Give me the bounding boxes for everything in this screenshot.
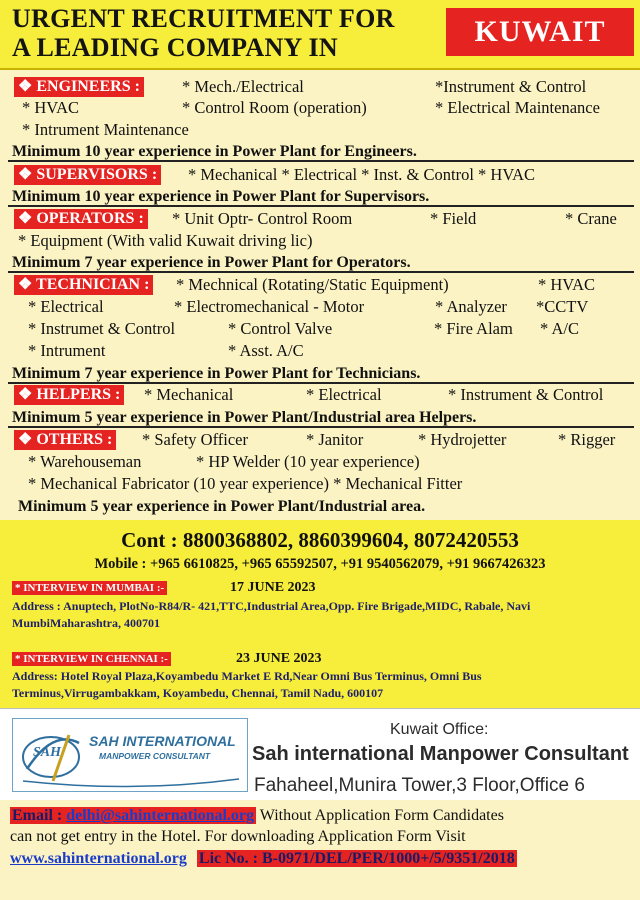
engineers-item: * Control Room (operation) — [182, 98, 367, 117]
others-item: * Safety Officer — [142, 430, 248, 449]
logo-subtitle: MANPOWER CONSULTANT — [99, 751, 211, 761]
technician-item: * Analyzer — [435, 297, 507, 316]
helpers-item: * Electrical — [306, 385, 382, 404]
office-address: Fahaheel,Munira Tower,3 Floor,Office 6 — [254, 775, 585, 796]
technician-item: * Electromechanical - Motor — [174, 297, 365, 316]
supervisors-requirement: Minimum 10 year experience in Power Plant for Supervisors. — [12, 188, 430, 205]
supervisors-items: * Mechanical * Electrical * Inst. & Control * HVAC — [188, 165, 536, 184]
operators-item: * Crane — [565, 209, 617, 228]
technician-item: * Instrumet & Control — [28, 319, 176, 338]
operators-item: * Unit Optr- Control Room — [172, 209, 353, 228]
others-item: * Rigger — [558, 430, 616, 449]
country-badge: KUWAIT — [446, 8, 634, 56]
interview-chennai-date: 23 JUNE 2023 — [236, 651, 322, 666]
office-company: Sah international Manpower Consultant — [252, 743, 629, 765]
headline — [12, 4, 395, 62]
technician-label: ❖ TECHNICIAN : — [14, 275, 153, 295]
divider — [8, 205, 634, 207]
headline-line1: URGENT RECRUITMENT FOR — [12, 4, 395, 33]
interview-mumbai-badge: * INTERVIEW IN MUMBAI :- — [12, 581, 167, 595]
interview-mumbai-date: 17 JUNE 2023 — [230, 580, 316, 595]
helpers-item: * Mechanical — [144, 385, 234, 404]
helpers-item: * Instrument & Control — [448, 385, 604, 404]
website-link[interactable]: www.sahinternational.org — [10, 850, 187, 867]
footer-note-1: Without Application Form Candidates — [259, 807, 504, 824]
operators-label: ❖ OPERATORS : — [14, 209, 148, 229]
helpers-requirement: Minimum 5 year experience in Power Plant/Industrial area Helpers. — [12, 409, 477, 426]
footer-note-2: can not get entry in the Hotel. For downloading Application Form Visit — [10, 828, 466, 845]
logo-name: SAH INTERNATIONAL — [89, 733, 236, 749]
interview-chennai-badge: * INTERVIEW IN CHENNAI :- — [12, 652, 171, 666]
others-item: * Hydrojetter — [418, 430, 507, 449]
contact-numbers: Cont : 8800368802, 8860399604, 8072420553 — [121, 528, 519, 552]
engineers-item: * Electrical Maintenance — [435, 98, 600, 117]
others-item: * Mechanical Fabricator (10 year experience) * Mechanical Fitter — [28, 474, 463, 493]
license-number: Lic No. : B-0971/DEL/PER/1000+/5/9351/2018 — [198, 850, 515, 867]
company-logo — [12, 718, 248, 792]
technician-item: * Asst. A/C — [228, 341, 304, 360]
interview-chennai-address: Address: Hotel Royal Plaza,Koyambedu Market E Rd,Near Omni Bus Terminus, Omni Bus Terminus,Virrugambakkam, Koyambedu, Chennai, Tamil Nadu, 600107 — [12, 669, 482, 700]
others-item: * Warehouseman — [28, 452, 142, 471]
email-link[interactable]: delhi@sahinternational.org — [66, 807, 255, 824]
others-requirement: Minimum 5 year experience in Power Plant/Industrial area. — [18, 498, 426, 515]
technician-item: * Fire Alam — [434, 319, 513, 338]
operators-requirement: Minimum 7 year experience in Power Plant for Operators. — [12, 254, 411, 271]
engineers-item: *Instrument & Control — [435, 77, 587, 96]
helpers-label: ❖ HELPERS : — [14, 385, 124, 405]
engineers-item: * Intrument Maintenance — [22, 120, 189, 139]
headline-line2: A LEADING COMPANY IN — [12, 33, 338, 62]
others-item: * HP Welder (10 year experience) — [196, 452, 420, 471]
engineers-item: * HVAC — [22, 98, 80, 117]
logo-mark: SAH — [33, 745, 62, 760]
engineers-label: ❖ ENGINEERS : — [14, 77, 144, 97]
technician-item: * Intrument — [28, 341, 106, 360]
office-title: Kuwait Office: — [390, 721, 489, 738]
email-label: Email : — [12, 807, 63, 824]
technician-item: * Electrical — [28, 297, 104, 316]
divider — [8, 382, 634, 384]
technician-item: * HVAC — [538, 275, 596, 294]
supervisors-label: ❖ SUPERVISORS : — [14, 165, 161, 185]
technician-item: * Mechnical (Rotating/Static Equipment) — [176, 275, 449, 294]
divider — [8, 426, 634, 428]
technician-item: *CCTV — [536, 297, 589, 316]
technician-requirement: Minimum 7 year experience in Power Plant for Technicians. — [12, 365, 421, 382]
operators-item: * Equipment (With valid Kuwait driving lic) — [18, 231, 313, 250]
others-item: * Janitor — [306, 430, 364, 449]
engineers-item: * Mech./Electrical — [182, 77, 304, 96]
others-label: ❖ OTHERS : — [14, 430, 116, 450]
operators-item: * Field — [430, 209, 477, 228]
divider — [8, 271, 634, 273]
interview-mumbai-address: Address : Anuptech, PlotNo-R84/R- 421,TTC,Industrial Area,Opp. Fire Brigade,MIDC, Rabale, Navi MumbiMaharashtra, 400701 — [12, 599, 531, 630]
divider — [8, 160, 634, 162]
technician-item: * Control Valve — [228, 319, 333, 338]
mobile-numbers: Mobile : +965 6610825, +965 65592507, +91 9540562079, +91 9667426323 — [94, 556, 546, 572]
engineers-requirement: Minimum 10 year experience in Power Plant for Engineers. — [12, 143, 417, 160]
technician-item: * A/C — [540, 319, 579, 338]
